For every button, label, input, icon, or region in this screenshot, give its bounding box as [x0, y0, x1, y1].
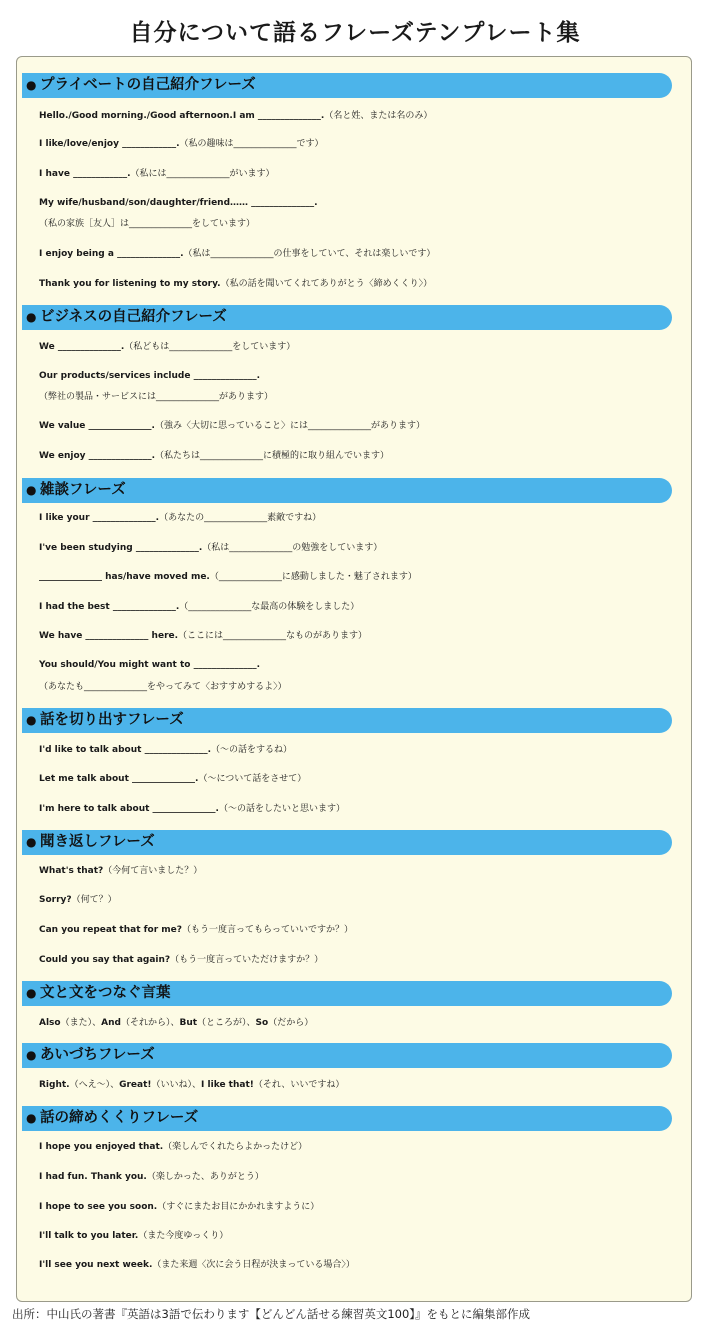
phrase-japanese: （何て？）: [71, 895, 117, 905]
phrase-line: [39, 366, 689, 386]
phrase-japanese: （〜について話をさせて）: [198, 774, 307, 784]
phrase-english: ______________ has/have moved me.: [39, 572, 210, 582]
phrase-english: I'll talk to you later.: [39, 1231, 139, 1241]
phrase-japanese: （名と姓、または名のみ）: [324, 111, 433, 121]
phrase-japanese: （私は______________の勉強をしています）: [202, 543, 383, 553]
phrase-english: I'm here to talk about ______________.: [39, 804, 219, 814]
phrase-english: My wife/husband/son/daughter/friend…… ______________.: [39, 198, 318, 208]
phrase-line: [39, 193, 689, 213]
phrase-english: You should/You might want to ______________.: [39, 660, 261, 670]
phrase-english: Thank you for listening to my story.: [39, 279, 221, 289]
phrase-line: [39, 769, 689, 789]
phrase-japanese: （私には______________がいます）: [130, 169, 275, 179]
phrase-english: I like your ______________.: [39, 513, 160, 523]
phrase-japanese: （あなたの______________素敵ですね）: [159, 513, 322, 523]
phrase-line: [39, 677, 689, 697]
phrase-english: Sorry?: [39, 895, 72, 905]
phrase-japanese: （私たちは______________に積極的に取り組んでいます）: [155, 451, 390, 461]
phrase-english: I had fun. Thank you.: [39, 1172, 147, 1182]
phrase-english: Can you repeat that for me?: [39, 925, 182, 935]
phrase-english: I like that!: [201, 1080, 254, 1090]
phrase-japanese: （______________に感動しました・魅了されます）: [209, 572, 417, 582]
phrase-japanese: （また）、: [60, 1018, 102, 1028]
phrase-english: I have ____________.: [39, 169, 131, 179]
phrase-japanese: （あなたも______________をやってみて〈おすすめするよ〉）: [39, 682, 287, 692]
phrase-english: Could you say that again?: [39, 955, 171, 965]
phrase-line: [39, 337, 689, 357]
phrase-line: [39, 446, 689, 466]
phrase-line: [39, 538, 689, 558]
section-header: ● ビジネスの自己紹介フレーズ: [22, 305, 672, 330]
phrase-japanese: （楽しんでくれたらよかったけど）: [163, 1142, 308, 1152]
phrase-japanese: （それ、いいですね）: [253, 1080, 345, 1090]
phrase-english: I've been studying ______________.: [39, 543, 203, 553]
section-header: ● 話の締めくくりフレーズ: [22, 1106, 672, 1131]
phrase-line: [39, 1075, 689, 1095]
phrase-japanese: （私の趣味は______________です）: [179, 139, 324, 149]
phrase-line: [39, 106, 689, 126]
phrase-japanese: （強み〈大切に思っていること〉には______________があります）: [154, 421, 425, 431]
phrase-japanese: （いいね）、: [151, 1080, 202, 1090]
phrase-english: I enjoy being a ______________.: [39, 249, 184, 259]
phrase-english: Also: [39, 1018, 61, 1028]
phrase-english: But: [179, 1018, 198, 1028]
phrase-english: We ______________.: [39, 342, 125, 352]
phrase-english: We enjoy ______________.: [39, 451, 156, 461]
phrase-japanese: （私どもは______________をしています）: [124, 342, 296, 352]
phrase-english: I hope to see you soon.: [39, 1202, 158, 1212]
phrase-line: [39, 597, 689, 617]
phrase-english: I had the best ______________.: [39, 602, 180, 612]
phrase-english: So: [255, 1018, 269, 1028]
section-header: ● あいづちフレーズ: [22, 1043, 672, 1068]
phrase-japanese: （へえ〜）、: [69, 1080, 120, 1090]
phrase-japanese: （私の話を聞いてくれてありがとう〈締めくくり〉）: [220, 279, 433, 289]
source-note: 出所：中山氏の著書『英語は3語で伝わります【どんどん話せる練習英文100】』をもとに編集部作成: [12, 1307, 531, 1321]
phrase-line: [39, 416, 689, 436]
phrase-japanese: （ここには______________なものがあります）: [178, 631, 368, 641]
phrase-line: [39, 214, 689, 234]
phrase-japanese: （楽しかった、ありがとう）: [146, 1172, 264, 1182]
phrase-line: [39, 244, 689, 264]
phrase-line: [39, 1167, 689, 1187]
phrase-line: [39, 950, 689, 970]
phrase-japanese: （ところが）、: [197, 1018, 256, 1028]
phrase-line: [39, 740, 689, 760]
phrase-english: Right.: [39, 1080, 70, 1090]
phrase-japanese: （また今度ゆっくり）: [138, 1231, 229, 1241]
phrase-line: [39, 1255, 689, 1275]
phrase-english: I like/love/enjoy ____________.: [39, 139, 180, 149]
phrase-line: [39, 861, 689, 881]
phrase-japanese: （______________な最高の体験をしました）: [179, 602, 360, 612]
phrase-japanese: （だから）: [268, 1018, 314, 1028]
phrase-line: [39, 1197, 689, 1217]
phrase-english: What's that?: [39, 866, 104, 876]
phrase-line: [39, 655, 689, 675]
phrase-japanese: （それから）、: [120, 1018, 180, 1028]
phrase-line: [39, 920, 689, 940]
phrase-english: Let me talk about ______________.: [39, 774, 199, 784]
phrase-line: [39, 1226, 689, 1246]
page-title: 自分について語るフレーズテンプレート集: [129, 20, 581, 46]
phrase-line: [39, 799, 689, 819]
phrase-japanese: （すぐにまたお目にかかれますように）: [157, 1202, 320, 1212]
phrase-line: [39, 1013, 689, 1033]
phrase-line: [39, 387, 689, 407]
phrase-line: [39, 508, 689, 528]
phrase-line: [39, 626, 689, 646]
section-header: ● 聞き返しフレーズ: [22, 830, 672, 855]
phrase-english: Great!: [119, 1080, 152, 1090]
phrase-japanese: （私の家族［友人］は______________をしています）: [39, 219, 256, 229]
phrase-japanese: （弊社の製品・サービスには______________があります）: [39, 392, 274, 402]
phrase-english: And: [101, 1018, 121, 1028]
phrase-japanese: （また来週〈次に会う日程が決まっている場合〉）: [152, 1260, 355, 1270]
section-header: ● 話を切り出すフレーズ: [22, 708, 672, 733]
phrase-line: [39, 1137, 689, 1157]
section-header: ● プライベートの自己紹介フレーズ: [22, 73, 672, 98]
phrase-line: [39, 274, 689, 294]
phrase-english: I hope you enjoyed that.: [39, 1142, 164, 1152]
phrase-japanese: （もう一度言っていただけますか？）: [170, 955, 324, 965]
phrase-english: Our products/services include ______________.: [39, 371, 261, 381]
section-header: ● 文と文をつなぐ言葉: [22, 981, 672, 1006]
phrase-english: We have ______________ here.: [39, 631, 179, 641]
phrase-english: I'll see you next week.: [39, 1260, 153, 1270]
phrase-japanese: （〜の話をしたいと思います）: [218, 804, 345, 814]
phrase-japanese: （私は______________の仕事をしていて、それは楽しいです）: [183, 249, 436, 259]
phrase-japanese: （〜の話をするね）: [211, 745, 293, 755]
phrase-english: Hello./Good morning./Good afternoon.I am ______________.: [39, 111, 325, 121]
phrase-english: We value ______________.: [39, 421, 155, 431]
phrase-line: [39, 164, 689, 184]
phrase-line: [39, 890, 689, 910]
phrase-japanese: （今何て言いました？）: [103, 866, 203, 876]
phrase-japanese: （もう一度言ってもらっていいですか？）: [182, 925, 354, 935]
section-header: ● 雑談フレーズ: [22, 478, 672, 503]
phrase-english: I'd like to talk about ______________.: [39, 745, 211, 755]
phrase-line: [39, 134, 689, 154]
phrase-line: [39, 567, 689, 587]
